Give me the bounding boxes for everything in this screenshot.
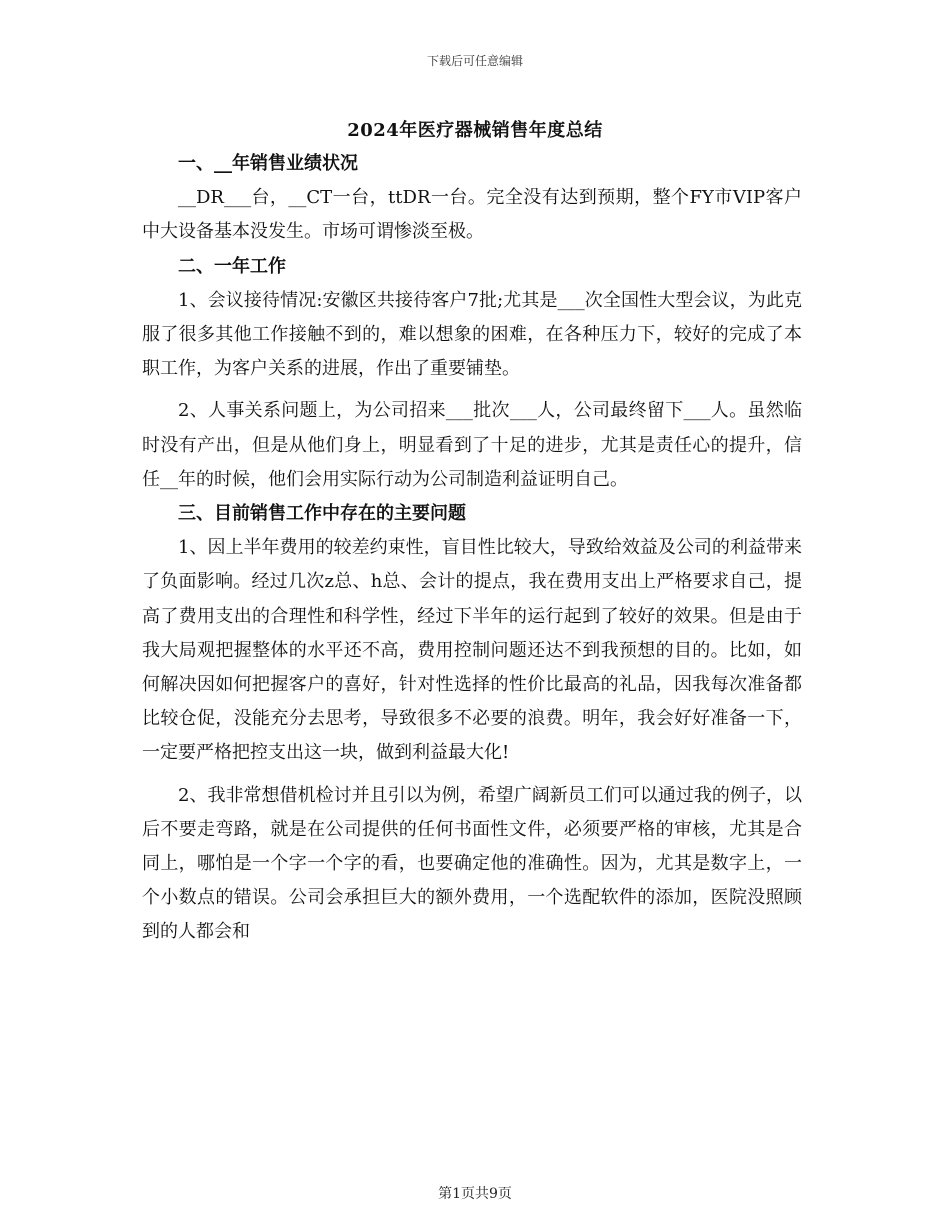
section-2-paragraph-1: 1、会议接待情况:安徽区共接待客户7批;尤其是___次全国性大型会议，为此克服了很多其他工作接触不到的，难以想象的困难，在各种压力下，较好的完成了本职工作，为客户关系的进展，作出了重要铺垫。 <box>142 289 802 380</box>
section-heading-1: 一、__年销售业绩状况 <box>178 153 358 174</box>
header-note: 下载后可任意编辑 <box>426 54 523 68</box>
section-3-paragraph-1: 1、因上半年费用的较差约束性，盲目性比较大，导致给效益及公司的利益带来了负面影响。经过几次z总、h总、会计的提点，我在费用支出上严格要求自己，提高了费用支出的合理性和科学性，经过下半年的运行起到了较好的效果。但是由于我大局观把握整体的水平还不高，费用控制问题还达不到我预想的目的。比如，如何解决因如何把握客户的喜好，针对性选择的性价比最高的礼品，因我每次准备都比较仓促，没能充分去思考，导致很多不必要的浪费。明年，我会好好准备一下，一定要严格把控支出这一块，做到利益最大化! <box>142 537 802 764</box>
section-heading-2: 二、一年工作 <box>178 255 286 277</box>
section-2-paragraph-2: 2、人事关系问题上，为公司招来___批次___人，公司最终留下___人。虽然临时没有产出，但是从他们身上，明显看到了十足的进步，尤其是责任心的提升，信任__年的时候，他们会用实际行动为公司制造利益证明自己。 <box>142 400 802 490</box>
section-heading-3: 三、目前销售工作中存在的主要问题 <box>178 503 466 525</box>
document-body <box>142 147 802 950</box>
section-3-paragraph-2: 2、我非常想借机检讨并且引以为例，希望广阔新员工们可以通过我的例子，以后不要走弯路，就是在公司提供的任何书面性文件，必须要严格的审核，尤其是合同上，哪怕是一个字一个字的看，也要确定他的准确性。因为，尤其是数字上，一个小数点的错误。公司会承担巨大的额外费用，一个选配软件的添加，医院没照顾到的人都会和 <box>142 784 802 943</box>
document-title: 2024年医疗器械销售年度总结 <box>347 120 603 141</box>
page-number: 第1页共9页 <box>438 1186 512 1202</box>
section-1-paragraph-1: __DR___台，__CT一台，ttDR一台。完全没有达到预期，整个FY市VIP客户中大设备基本没发生。市场可谓惨淡至极。 <box>142 187 802 243</box>
